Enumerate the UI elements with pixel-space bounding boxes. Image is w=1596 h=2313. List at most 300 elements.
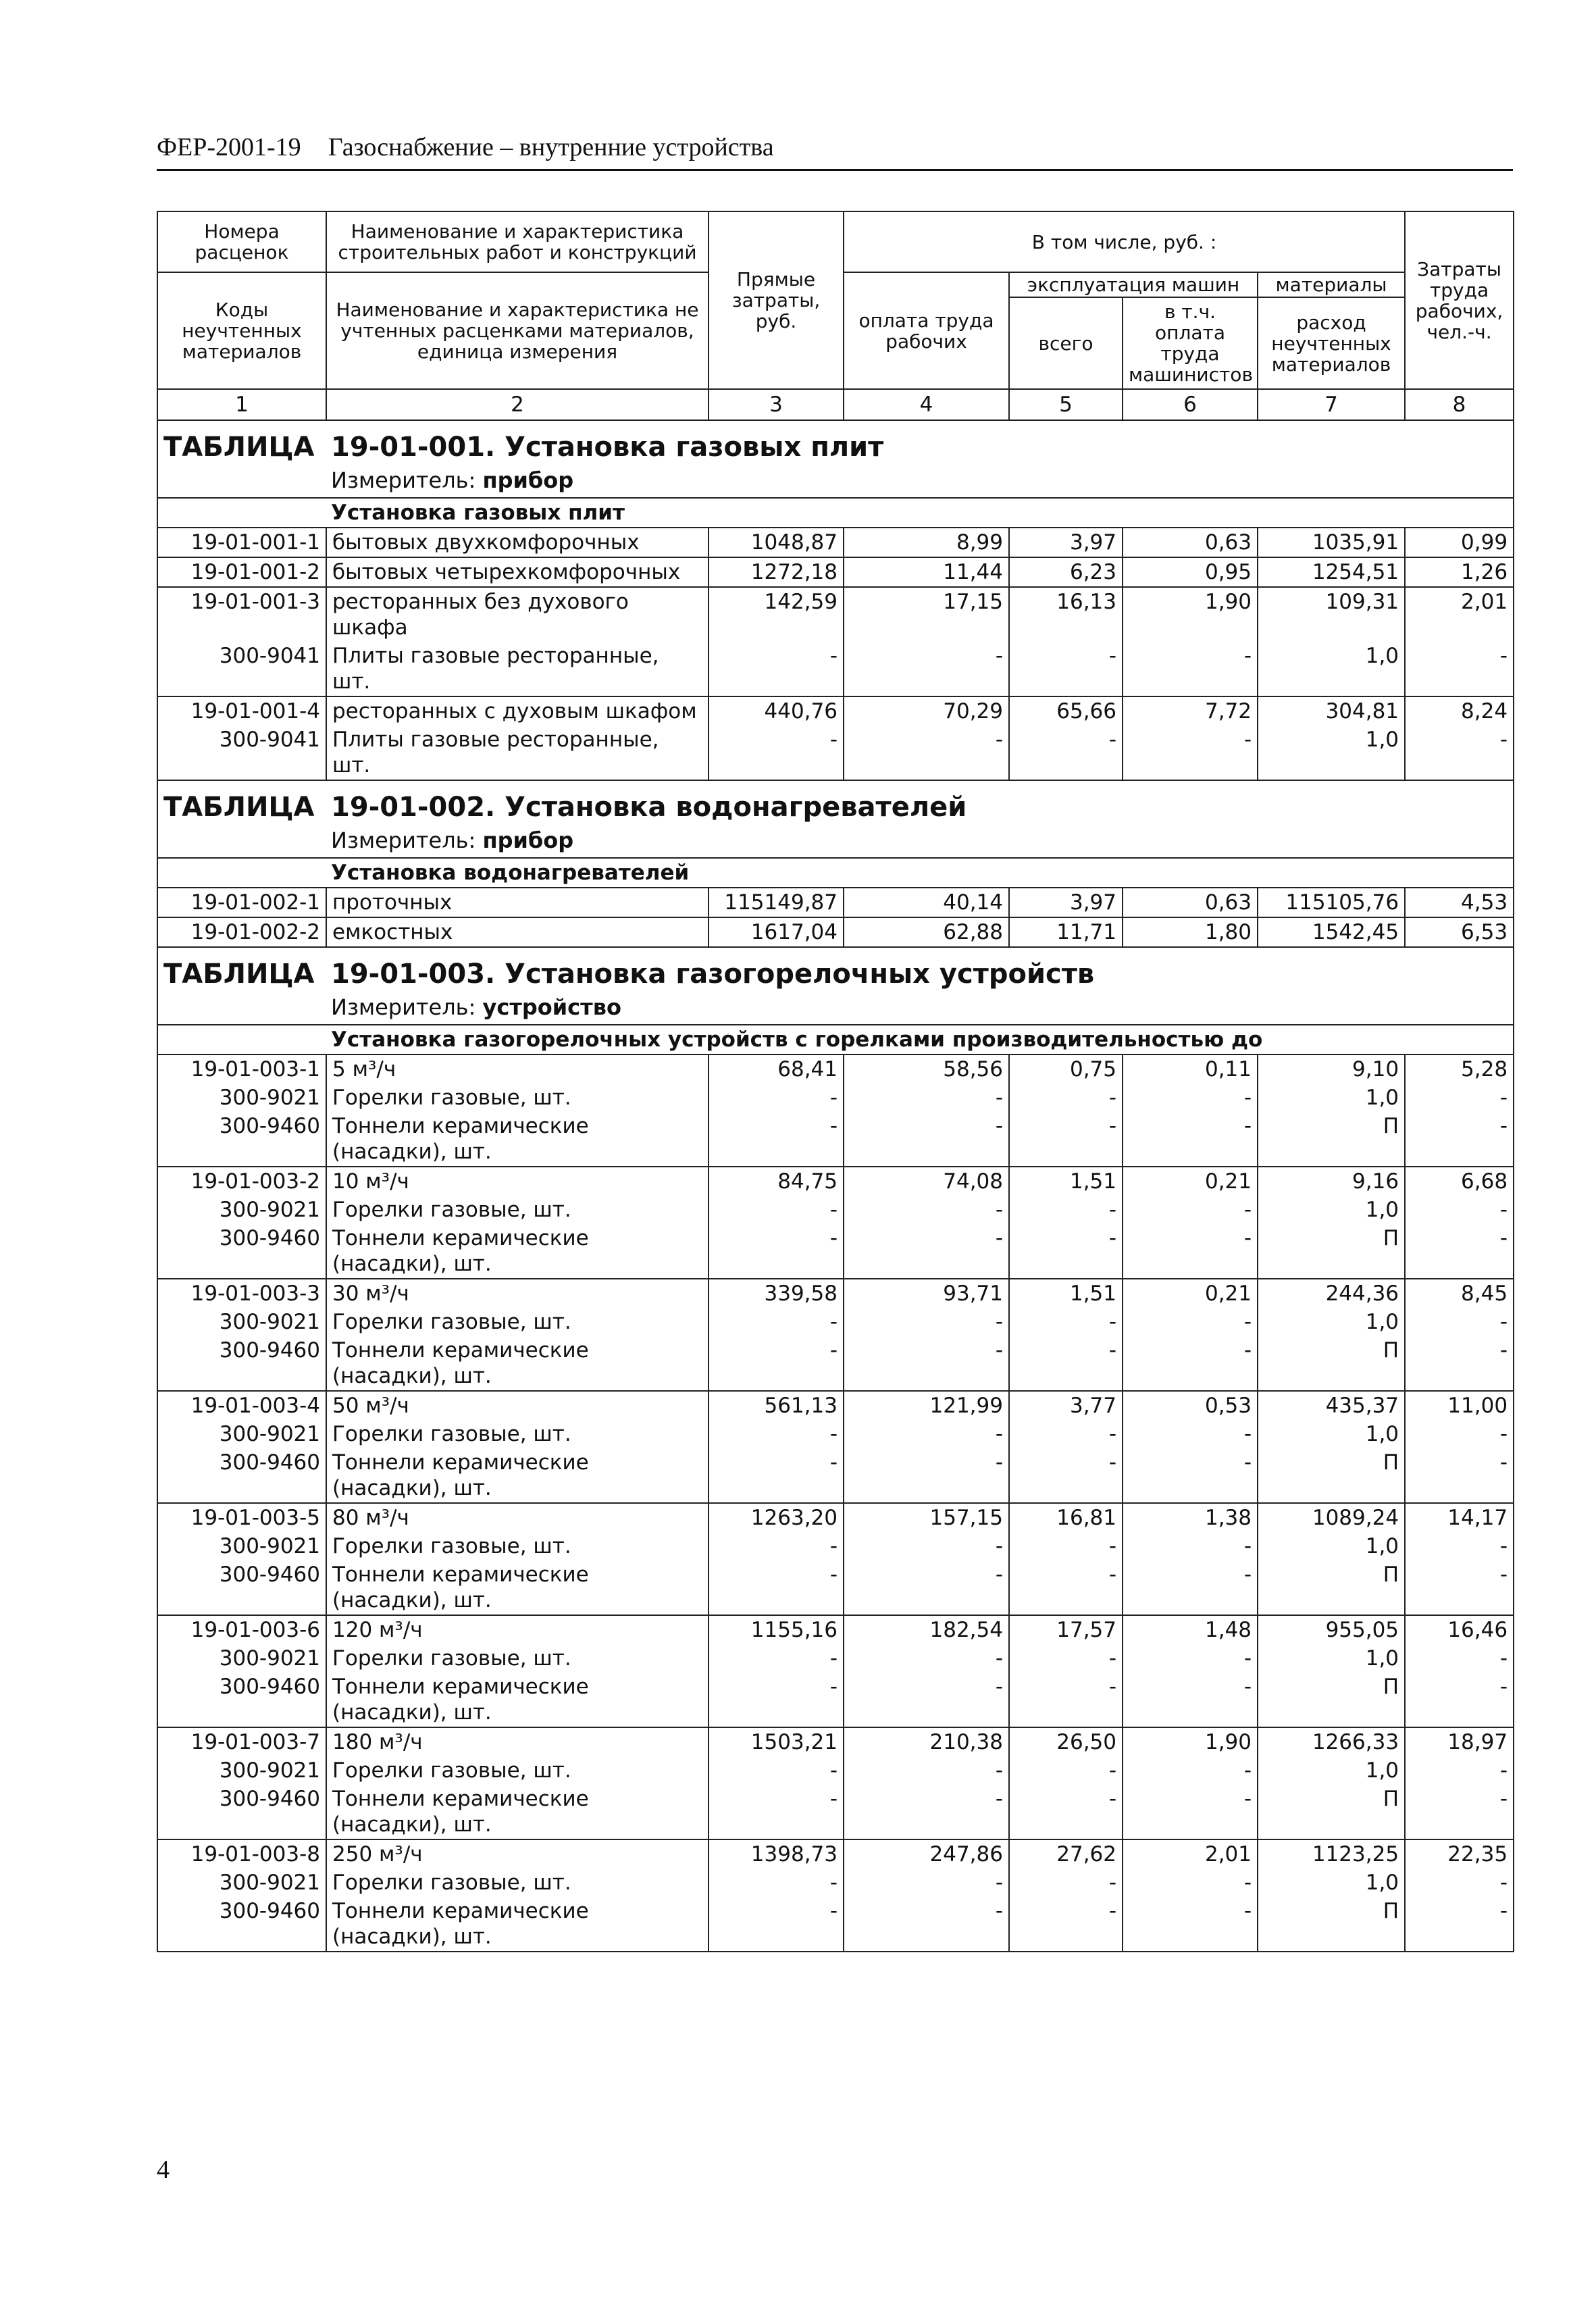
group-row <box>157 858 1514 888</box>
cell-operators-pay: - <box>1123 1420 1258 1448</box>
row-code: 19-01-003-6 <box>157 1615 326 1644</box>
rate-row <box>157 557 1514 587</box>
cell-materials: П <box>1258 1448 1405 1503</box>
rates-table <box>157 211 1514 1952</box>
cell-machines-total: - <box>1009 1112 1123 1167</box>
cell-materials: 1,0 <box>1258 1644 1405 1673</box>
cell-worker-pay: 93,71 <box>844 1279 1009 1308</box>
header-material-name: Наименование и характеристика не учтенных расценками материалов, единица измерения <box>326 272 709 389</box>
cell-labor-hours: - <box>1405 1897 1514 1952</box>
row-name: Тоннели керамические (насадки), шт. <box>326 1336 709 1391</box>
section-label: ТАБЛИЦА <box>163 432 315 463</box>
cell-direct-costs: - <box>709 1785 844 1839</box>
row-name: Горелки газовые, шт. <box>326 1420 709 1448</box>
cell-materials: 1,0 <box>1258 726 1405 780</box>
row-code: 19-01-001-1 <box>157 528 326 557</box>
cell-worker-pay: 17,15 <box>844 587 1009 642</box>
cell-labor-hours: 14,17 <box>1405 1503 1514 1532</box>
cell-labor-hours: 16,46 <box>1405 1615 1514 1644</box>
cell-labor-hours: 11,00 <box>1405 1391 1514 1420</box>
cell-materials: 1,0 <box>1258 1420 1405 1448</box>
column-numbers-row <box>157 389 1514 420</box>
table-section-title <box>157 780 1514 825</box>
cell-machines-total: - <box>1009 1869 1123 1897</box>
group-row <box>157 498 1514 528</box>
cell-worker-pay: 182,54 <box>844 1615 1009 1644</box>
rate-row <box>157 528 1514 557</box>
cell-machines-total: 1,51 <box>1009 1279 1123 1308</box>
column-number: 6 <box>1123 389 1258 420</box>
meter-row <box>157 465 1514 498</box>
row-name: Горелки газовые, шт. <box>326 1084 709 1112</box>
cell-materials: 1,0 <box>1258 1869 1405 1897</box>
cell-materials: 1254,51 <box>1258 557 1405 587</box>
cell-direct-costs: - <box>709 726 844 780</box>
cell-machines-total: - <box>1009 1532 1123 1560</box>
row-code: 300-9021 <box>157 1420 326 1448</box>
cell-materials: 1089,24 <box>1258 1503 1405 1532</box>
cell-worker-pay: - <box>844 1336 1009 1391</box>
meter-label: Измеритель: <box>331 994 476 1020</box>
cell-worker-pay: - <box>844 1673 1009 1727</box>
row-name: Тоннели керамические (насадки), шт. <box>326 1224 709 1279</box>
material-row <box>157 1644 1514 1673</box>
cell-labor-hours: - <box>1405 642 1514 696</box>
cell-operators-pay: 1,38 <box>1123 1503 1258 1532</box>
rate-row <box>157 1167 1514 1196</box>
document-title: Газоснабжение – внутренние устройства <box>328 133 774 161</box>
row-name: проточных <box>326 888 709 917</box>
cell-labor-hours: 2,01 <box>1405 587 1514 642</box>
header-machines-total: всего <box>1009 297 1123 389</box>
row-name: Тоннели керамические (насадки), шт. <box>326 1112 709 1167</box>
cell-worker-pay: 157,15 <box>844 1503 1009 1532</box>
cell-operators-pay: - <box>1123 1336 1258 1391</box>
cell-labor-hours: - <box>1405 1420 1514 1448</box>
column-number: 5 <box>1009 389 1123 420</box>
cell-machines-total: 6,23 <box>1009 557 1123 587</box>
cell-direct-costs: 142,59 <box>709 587 844 642</box>
cell-operators-pay: 1,90 <box>1123 1727 1258 1756</box>
cell-worker-pay: - <box>844 1869 1009 1897</box>
row-name: 120 м³/ч <box>326 1615 709 1644</box>
row-name: 250 м³/ч <box>326 1839 709 1869</box>
rate-row <box>157 888 1514 917</box>
cell-machines-total: - <box>1009 1196 1123 1224</box>
row-code: 19-01-001-2 <box>157 557 326 587</box>
group-row <box>157 1025 1514 1054</box>
meter-unit: прибор <box>482 828 574 853</box>
row-name: Горелки газовые, шт. <box>326 1308 709 1336</box>
cell-materials: 9,10 <box>1258 1054 1405 1084</box>
cell-materials: 1,0 <box>1258 1196 1405 1224</box>
cell-machines-total: - <box>1009 1560 1123 1615</box>
table-section-title <box>157 947 1514 992</box>
cell-worker-pay: 70,29 <box>844 696 1009 726</box>
cell-direct-costs: - <box>709 1224 844 1279</box>
row-code: 300-9041 <box>157 726 326 780</box>
material-row <box>157 1448 1514 1503</box>
cell-operators-pay: 1,90 <box>1123 587 1258 642</box>
rate-row <box>157 587 1514 642</box>
column-number: 2 <box>326 389 709 420</box>
row-name: 5 м³/ч <box>326 1054 709 1084</box>
cell-operators-pay: 2,01 <box>1123 1839 1258 1869</box>
cell-labor-hours: - <box>1405 1785 1514 1839</box>
material-row <box>157 1673 1514 1727</box>
cell-materials: 304,81 <box>1258 696 1405 726</box>
row-name: Тоннели керамические (насадки), шт. <box>326 1673 709 1727</box>
cell-worker-pay: - <box>844 1560 1009 1615</box>
rate-row <box>157 1615 1514 1644</box>
cell-direct-costs: - <box>709 1196 844 1224</box>
cell-materials: 1,0 <box>1258 1532 1405 1560</box>
cell-worker-pay: 247,86 <box>844 1839 1009 1869</box>
cell-operators-pay: 1,48 <box>1123 1615 1258 1644</box>
cell-worker-pay: - <box>844 1084 1009 1112</box>
cell-operators-pay: - <box>1123 1196 1258 1224</box>
material-row <box>157 1308 1514 1336</box>
cell-operators-pay: - <box>1123 642 1258 696</box>
meter-unit: прибор <box>482 467 574 493</box>
material-row <box>157 1532 1514 1560</box>
cell-labor-hours: 8,24 <box>1405 696 1514 726</box>
material-row <box>157 1785 1514 1839</box>
cell-worker-pay: - <box>844 1308 1009 1336</box>
cell-operators-pay: - <box>1123 1448 1258 1503</box>
cell-labor-hours: 5,28 <box>1405 1054 1514 1084</box>
cell-worker-pay: 40,14 <box>844 888 1009 917</box>
cell-machines-total: 11,71 <box>1009 917 1123 947</box>
cell-materials: 1,0 <box>1258 1084 1405 1112</box>
material-row <box>157 1756 1514 1785</box>
cell-direct-costs: - <box>709 1448 844 1503</box>
row-code: 300-9021 <box>157 1308 326 1336</box>
cell-labor-hours: - <box>1405 1308 1514 1336</box>
cell-machines-total: 27,62 <box>1009 1839 1123 1869</box>
section-heading <box>163 432 883 463</box>
cell-worker-pay: - <box>844 1644 1009 1673</box>
meter-unit: устройство <box>482 994 621 1020</box>
section-heading <box>163 959 1094 990</box>
cell-labor-hours: - <box>1405 1644 1514 1673</box>
rate-row <box>157 917 1514 947</box>
cell-labor-hours: - <box>1405 1196 1514 1224</box>
cell-direct-costs: - <box>709 1420 844 1448</box>
cell-labor-hours: 1,26 <box>1405 557 1514 587</box>
section-title: 19-01-003. Установка газогорелочных устройств <box>331 959 1095 990</box>
cell-materials: 109,31 <box>1258 587 1405 642</box>
cell-materials: П <box>1258 1224 1405 1279</box>
row-name: 80 м³/ч <box>326 1503 709 1532</box>
cell-operators-pay: - <box>1123 1224 1258 1279</box>
cell-operators-pay: - <box>1123 1673 1258 1727</box>
material-row <box>157 1196 1514 1224</box>
meter-row <box>157 825 1514 858</box>
cell-labor-hours: - <box>1405 1560 1514 1615</box>
cell-operators-pay: - <box>1123 1112 1258 1167</box>
row-name: Тоннели керамические (насадки), шт. <box>326 1560 709 1615</box>
cell-labor-hours: 6,68 <box>1405 1167 1514 1196</box>
cell-operators-pay: - <box>1123 1532 1258 1560</box>
header-material-codes: Коды неучтенных материалов <box>157 272 326 389</box>
row-code: 19-01-002-1 <box>157 888 326 917</box>
cell-operators-pay: - <box>1123 1560 1258 1615</box>
cell-worker-pay: - <box>844 726 1009 780</box>
material-row <box>157 1560 1514 1615</box>
cell-machines-total: - <box>1009 1785 1123 1839</box>
header-direct-costs: Прямые затраты, руб. <box>709 211 844 389</box>
row-name: бытовых четырехкомфорочных <box>326 557 709 587</box>
cell-direct-costs: 115149,87 <box>709 888 844 917</box>
cell-worker-pay: 11,44 <box>844 557 1009 587</box>
cell-materials: 1,0 <box>1258 1308 1405 1336</box>
meter-label: Измеритель: <box>331 828 476 853</box>
row-code: 300-9041 <box>157 642 326 696</box>
cell-materials: 1035,91 <box>1258 528 1405 557</box>
cell-machines-total: 17,57 <box>1009 1615 1123 1644</box>
cell-operators-pay: 0,63 <box>1123 888 1258 917</box>
cell-worker-pay: 62,88 <box>844 917 1009 947</box>
material-row <box>157 1224 1514 1279</box>
cell-machines-total: 3,97 <box>1009 528 1123 557</box>
cell-labor-hours: 18,97 <box>1405 1727 1514 1756</box>
table-header <box>157 211 1514 420</box>
column-number: 7 <box>1258 389 1405 420</box>
cell-direct-costs: 1503,21 <box>709 1727 844 1756</box>
row-name: Плиты газовые ресторанные, шт. <box>326 642 709 696</box>
cell-materials: 435,37 <box>1258 1391 1405 1420</box>
cell-labor-hours: 22,35 <box>1405 1839 1514 1869</box>
header-including: В том числе, руб. : <box>844 211 1405 272</box>
cell-materials: 244,36 <box>1258 1279 1405 1308</box>
cell-machines-total: - <box>1009 1420 1123 1448</box>
cell-operators-pay: 0,21 <box>1123 1167 1258 1196</box>
cell-worker-pay: - <box>844 1785 1009 1839</box>
section-label: ТАБЛИЦА <box>163 792 315 823</box>
rate-row <box>157 1503 1514 1532</box>
cell-worker-pay: - <box>844 1897 1009 1952</box>
row-name: Горелки газовые, шт. <box>326 1869 709 1897</box>
cell-machines-total: - <box>1009 726 1123 780</box>
row-code: 19-01-003-3 <box>157 1279 326 1308</box>
rate-row <box>157 1054 1514 1084</box>
row-name: емкостных <box>326 917 709 947</box>
cell-operators-pay: - <box>1123 1084 1258 1112</box>
row-code: 19-01-003-5 <box>157 1503 326 1532</box>
row-code: 300-9021 <box>157 1644 326 1673</box>
row-name: 10 м³/ч <box>326 1167 709 1196</box>
cell-materials: 1,0 <box>1258 1756 1405 1785</box>
group-title: Установка газовых плит <box>157 498 1514 528</box>
cell-direct-costs: 561,13 <box>709 1391 844 1420</box>
cell-direct-costs: - <box>709 1756 844 1785</box>
table-body <box>157 420 1514 1952</box>
row-code: 300-9021 <box>157 1532 326 1560</box>
header-material-usage: расход неучтенных материалов <box>1258 297 1405 389</box>
section-heading <box>163 792 967 823</box>
cell-materials: П <box>1258 1785 1405 1839</box>
cell-worker-pay: 58,56 <box>844 1054 1009 1084</box>
header-worker-pay: оплата труда рабочих <box>844 272 1009 389</box>
rate-row <box>157 1727 1514 1756</box>
cell-worker-pay: - <box>844 1224 1009 1279</box>
row-code: 300-9460 <box>157 1112 326 1167</box>
cell-labor-hours: - <box>1405 1224 1514 1279</box>
row-code: 300-9460 <box>157 1448 326 1503</box>
cell-worker-pay: 210,38 <box>844 1727 1009 1756</box>
cell-worker-pay: - <box>844 1112 1009 1167</box>
cell-labor-hours: 6,53 <box>1405 917 1514 947</box>
rate-row <box>157 1391 1514 1420</box>
row-name: Тоннели керамические (насадки), шт. <box>326 1785 709 1839</box>
cell-direct-costs: - <box>709 1336 844 1391</box>
row-name: Горелки газовые, шт. <box>326 1196 709 1224</box>
cell-machines-total: - <box>1009 1308 1123 1336</box>
cell-worker-pay: - <box>844 1756 1009 1785</box>
cell-operators-pay: - <box>1123 1756 1258 1785</box>
column-number: 1 <box>157 389 326 420</box>
cell-worker-pay: - <box>844 1420 1009 1448</box>
cell-worker-pay: 8,99 <box>844 528 1009 557</box>
row-code: 19-01-003-4 <box>157 1391 326 1420</box>
header-machines: эксплуатация машин <box>1009 272 1258 297</box>
cell-labor-hours: - <box>1405 1112 1514 1167</box>
row-code: 19-01-003-8 <box>157 1839 326 1869</box>
cell-operators-pay: - <box>1123 726 1258 780</box>
cell-materials: 115105,76 <box>1258 888 1405 917</box>
row-code: 300-9460 <box>157 1673 326 1727</box>
row-code: 300-9460 <box>157 1785 326 1839</box>
row-code: 19-01-001-3 <box>157 587 326 642</box>
cell-operators-pay: - <box>1123 1308 1258 1336</box>
cell-direct-costs: 1263,20 <box>709 1503 844 1532</box>
cell-machines-total: 1,51 <box>1009 1167 1123 1196</box>
row-code: 300-9460 <box>157 1897 326 1952</box>
cell-machines-total: - <box>1009 1224 1123 1279</box>
cell-direct-costs: 1155,16 <box>709 1615 844 1644</box>
row-name: Плиты газовые ресторанные, шт. <box>326 726 709 780</box>
cell-labor-hours: - <box>1405 1869 1514 1897</box>
material-row <box>157 726 1514 780</box>
row-code: 300-9460 <box>157 1336 326 1391</box>
rate-row <box>157 1839 1514 1869</box>
section-title: 19-01-001. Установка газовых плит <box>331 432 884 463</box>
cell-worker-pay: - <box>844 642 1009 696</box>
row-name: Тоннели керамические (насадки), шт. <box>326 1897 709 1952</box>
header-work-name: Наименование и характеристика строительных работ и конструкций <box>326 211 709 272</box>
row-name: 30 м³/ч <box>326 1279 709 1308</box>
cell-direct-costs: - <box>709 1673 844 1727</box>
row-name: Тоннели керамические (насадки), шт. <box>326 1448 709 1503</box>
cell-operators-pay: - <box>1123 1785 1258 1839</box>
cell-operators-pay: 7,72 <box>1123 696 1258 726</box>
row-name: 50 м³/ч <box>326 1391 709 1420</box>
header-rate-numbers: Номера расценок <box>157 211 326 272</box>
meter-row <box>157 992 1514 1025</box>
cell-machines-total: 65,66 <box>1009 696 1123 726</box>
cell-direct-costs: - <box>709 1532 844 1560</box>
cell-materials: 1,0 <box>1258 642 1405 696</box>
row-name: Горелки газовые, шт. <box>326 1644 709 1673</box>
cell-direct-costs: - <box>709 1112 844 1167</box>
cell-machines-total: - <box>1009 1448 1123 1503</box>
header-labor-hours: Затраты труда рабочих, чел.-ч. <box>1405 211 1514 389</box>
column-number: 3 <box>709 389 844 420</box>
column-number: 4 <box>844 389 1009 420</box>
rate-row <box>157 696 1514 726</box>
cell-materials: 1123,25 <box>1258 1839 1405 1869</box>
cell-materials: П <box>1258 1897 1405 1952</box>
material-row <box>157 1084 1514 1112</box>
cell-operators-pay: 0,21 <box>1123 1279 1258 1308</box>
cell-machines-total: - <box>1009 1897 1123 1952</box>
cell-materials: П <box>1258 1560 1405 1615</box>
cell-direct-costs: 68,41 <box>709 1054 844 1084</box>
cell-direct-costs: 1048,87 <box>709 528 844 557</box>
cell-worker-pay: 121,99 <box>844 1391 1009 1420</box>
header-operators-pay: в т.ч. оплата труда машинистов <box>1123 297 1258 389</box>
row-name: Горелки газовые, шт. <box>326 1756 709 1785</box>
cell-worker-pay: - <box>844 1196 1009 1224</box>
cell-materials: П <box>1258 1112 1405 1167</box>
cell-direct-costs: - <box>709 642 844 696</box>
cell-direct-costs: 84,75 <box>709 1167 844 1196</box>
rate-row <box>157 1279 1514 1308</box>
cell-direct-costs: 1272,18 <box>709 557 844 587</box>
cell-labor-hours: - <box>1405 1532 1514 1560</box>
cell-worker-pay: 74,08 <box>844 1167 1009 1196</box>
cell-direct-costs: - <box>709 1560 844 1615</box>
cell-direct-costs: - <box>709 1308 844 1336</box>
header-rule <box>157 169 1513 171</box>
cell-machines-total: 3,97 <box>1009 888 1123 917</box>
row-code: 300-9021 <box>157 1084 326 1112</box>
running-head <box>157 132 1514 162</box>
cell-operators-pay: 0,63 <box>1123 528 1258 557</box>
section-title: 19-01-002. Установка водонагревателей <box>331 792 967 823</box>
cell-machines-total: 0,75 <box>1009 1054 1123 1084</box>
row-code: 19-01-003-2 <box>157 1167 326 1196</box>
row-code: 300-9021 <box>157 1196 326 1224</box>
row-code: 300-9021 <box>157 1756 326 1785</box>
cell-labor-hours: 4,53 <box>1405 888 1514 917</box>
row-name: 180 м³/ч <box>326 1727 709 1756</box>
cell-operators-pay: 0,53 <box>1123 1391 1258 1420</box>
row-code: 300-9021 <box>157 1869 326 1897</box>
row-code: 19-01-003-7 <box>157 1727 326 1756</box>
cell-materials: 9,16 <box>1258 1167 1405 1196</box>
cell-direct-costs: 1398,73 <box>709 1839 844 1869</box>
material-row <box>157 1897 1514 1952</box>
row-name: Горелки газовые, шт. <box>326 1532 709 1560</box>
section-label: ТАБЛИЦА <box>163 959 315 990</box>
cell-materials: 955,05 <box>1258 1615 1405 1644</box>
cell-labor-hours: - <box>1405 1084 1514 1112</box>
material-row <box>157 1336 1514 1391</box>
cell-machines-total: 16,13 <box>1009 587 1123 642</box>
material-row <box>157 642 1514 696</box>
header-materials: материалы <box>1258 272 1405 297</box>
group-title: Установка водонагревателей <box>157 858 1514 888</box>
cell-machines-total: - <box>1009 642 1123 696</box>
cell-materials: П <box>1258 1673 1405 1727</box>
row-name: ресторанных без духового шкафа <box>326 587 709 642</box>
cell-direct-costs: 1617,04 <box>709 917 844 947</box>
cell-direct-costs: 339,58 <box>709 1279 844 1308</box>
cell-operators-pay: 1,80 <box>1123 917 1258 947</box>
cell-materials: 1266,33 <box>1258 1727 1405 1756</box>
